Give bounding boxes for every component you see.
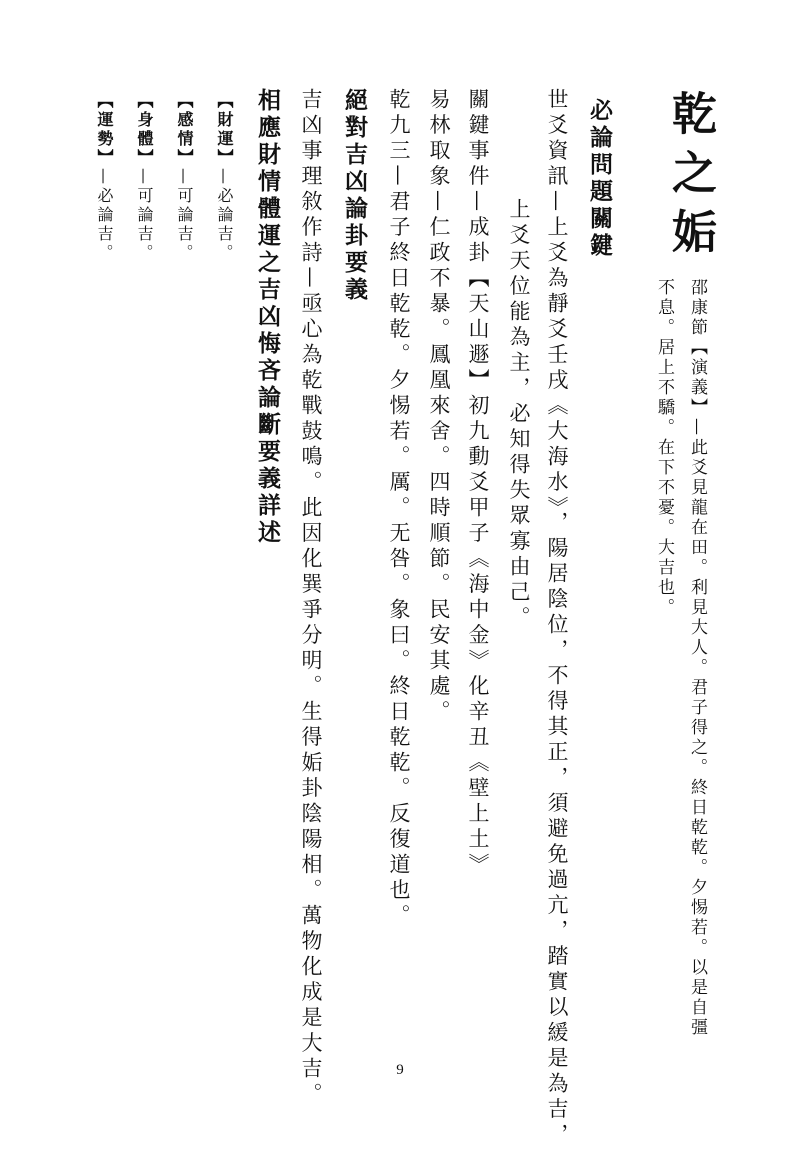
item-label: 【運勢】 — [95, 92, 114, 168]
page-number: 9 — [396, 1062, 404, 1078]
page-title: 乾之姤 — [664, 90, 717, 267]
list-item-wealth — [216, 92, 232, 263]
section-heading-key-issues: 必論問題關鍵 — [586, 98, 613, 260]
yilin-image-line: 易林取象—仁政不暴。鳳凰來舍。四時順節。民安其處。 — [427, 88, 451, 726]
item-label: 【身體】 — [135, 92, 154, 168]
item-label: 【感情】 — [175, 92, 194, 168]
world-line-info-continued: 上爻天位能為主，必知得失眾寡由己。 — [507, 198, 531, 632]
intro-line-2: 不息。居上不驕。在下不憂。大吉也。 — [654, 278, 674, 618]
item-text: —必論吉。 — [95, 168, 114, 263]
item-text: —可論吉。 — [135, 168, 154, 263]
item-text: —必論吉。 — [215, 168, 234, 263]
qian-nine-three-line: 乾九三—君子終日乾乾。夕惕若。厲。无咎。象曰。終日乾乾。反復道也。 — [387, 88, 411, 930]
section-heading-detailed-judgement: 相應財情體運之吉凶悔吝論斷要義詳述 — [254, 88, 281, 547]
item-text: —可論吉。 — [175, 168, 194, 263]
list-item-romance — [176, 92, 192, 263]
list-item-health — [136, 92, 152, 263]
world-line-info: 世爻資訊—上爻為靜爻壬戌《大海水》，陽居陰位，不得其正，須避免過亢，踏實以緩是為吉， — [545, 88, 569, 1149]
key-event-line: 關鍵事件—成卦【天山遯】初九動爻甲子《海中金》化辛丑《壁上土》 — [466, 88, 490, 879]
item-label: 【財運】 — [215, 92, 234, 168]
list-item-fortune — [96, 92, 112, 263]
section-heading-fortune-essentials: 絕對吉凶論卦要義 — [341, 88, 368, 304]
intro-line-1: 邵康節【演義】—此爻見龍在田。利見大人。君子得之。終日乾乾。夕惕若。以是自彊 — [687, 278, 707, 1038]
poem-line: 吉凶事理敘作詩—亟心為乾戰鼓鳴。此因化巽爭分明。生得姤卦陰陽相。萬物化成是大吉。 — [299, 88, 323, 1108]
